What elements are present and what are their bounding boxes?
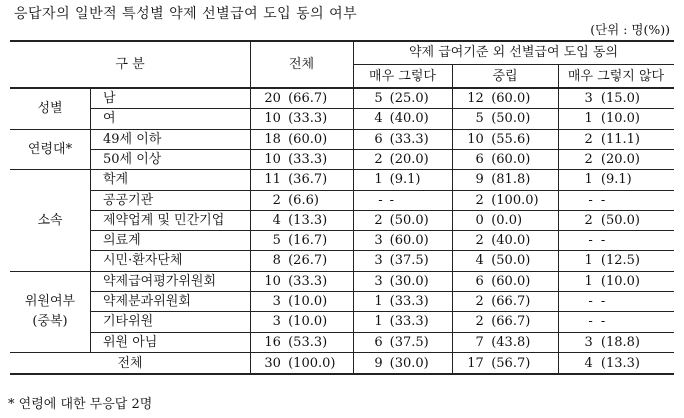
neutral-count: 17	[467, 355, 484, 371]
agree-percent: -	[389, 192, 395, 208]
table-title: 응답자의 일반적 특성별 약제 선별급여 도입 동의 여부	[14, 6, 358, 22]
header-col-agree: 매우 그렇다	[369, 69, 436, 84]
neutral-percent: (100.0)	[491, 192, 539, 208]
total-percent: (10.0)	[288, 314, 328, 330]
total-percent: (13.3)	[288, 212, 328, 228]
row-label: 의료계	[103, 233, 141, 249]
disagree-count: -	[588, 294, 593, 309]
disagree-percent: -	[600, 233, 606, 249]
header-col-neutral: 중립	[492, 69, 518, 84]
agree-count: 1	[374, 314, 383, 330]
agree-count: 9	[374, 355, 383, 371]
row-label: 기타위원	[103, 314, 154, 330]
neutral-count: 7	[475, 334, 484, 350]
disagree-count: -	[588, 314, 593, 330]
agree-count: 1	[374, 294, 383, 309]
total-percent: (36.7)	[288, 172, 328, 188]
neutral-percent: (43.8)	[491, 334, 531, 350]
group-label: 성별	[37, 101, 63, 117]
neutral-count: 4	[475, 253, 484, 269]
neutral-count: 2	[475, 314, 484, 330]
row-label: 위원 아님	[103, 334, 158, 350]
disagree-count: 1	[584, 172, 593, 188]
disagree-count: 3	[584, 91, 593, 106]
total-row-label: 전체	[117, 355, 143, 371]
header-mid-rule	[353, 64, 674, 65]
total-count: 3	[272, 314, 281, 330]
header-bottom-rule	[10, 87, 674, 89]
total-count: 2	[272, 192, 281, 208]
total-percent: (33.3)	[288, 111, 328, 127]
agree-count: 6	[374, 334, 383, 350]
total-count: 30	[264, 355, 281, 371]
neutral-percent: (40.0)	[491, 233, 531, 249]
agree-percent: (40.0)	[389, 111, 429, 127]
total-count: 20	[264, 91, 281, 106]
disagree-percent: (10.0)	[600, 273, 640, 289]
disagree-count: 1	[584, 273, 593, 289]
group-rule	[10, 129, 674, 130]
disagree-count: -	[588, 192, 593, 208]
total-percent: (33.3)	[288, 273, 328, 289]
neutral-count: 0	[475, 212, 484, 228]
agree-percent: (33.3)	[389, 131, 429, 147]
total-count: 16	[264, 334, 281, 350]
disagree-count: 2	[584, 212, 593, 228]
total-count: 18	[264, 131, 281, 147]
group-rule	[10, 169, 674, 170]
disagree-count: 3	[584, 334, 593, 350]
row-rule	[90, 108, 674, 109]
agree-percent: (33.3)	[389, 314, 429, 330]
row-label: 제약업계 및 민간기업	[103, 212, 225, 228]
table-bottom-rule	[10, 373, 674, 375]
disagree-percent: -	[600, 314, 606, 330]
total-count: 10	[264, 273, 281, 289]
disagree-count: 1	[584, 111, 593, 127]
disagree-percent: (50.0)	[600, 212, 640, 228]
agree-count: 4	[374, 111, 383, 127]
disagree-percent: (10.0)	[600, 111, 640, 127]
row-label: 약제분과위원회	[103, 294, 191, 309]
agree-percent: (37.5)	[389, 334, 429, 350]
total-percent: (16.7)	[288, 233, 328, 249]
neutral-percent: (50.0)	[491, 253, 531, 269]
total-count: 10	[264, 151, 281, 167]
total-count: 5	[272, 233, 281, 249]
agree-count: 3	[374, 253, 383, 269]
agree-count: 2	[374, 151, 383, 167]
row-rule	[90, 190, 674, 191]
disagree-percent: (9.1)	[600, 172, 632, 188]
neutral-count: 2	[475, 233, 484, 249]
neutral-count: 6	[475, 273, 484, 289]
agree-percent: (30.0)	[389, 355, 429, 371]
row-label: 남	[103, 91, 116, 106]
header-col-disagree: 매우 그렇지 않다	[567, 69, 665, 84]
agree-percent: (20.0)	[389, 151, 429, 167]
neutral-percent: (81.8)	[491, 172, 531, 188]
disagree-count: 4	[584, 355, 593, 371]
row-rule	[90, 230, 674, 231]
neutral-count: 2	[475, 192, 484, 208]
agree-count: 2	[374, 212, 383, 228]
agree-percent: (50.0)	[389, 212, 429, 228]
agree-percent: (9.1)	[389, 172, 421, 188]
neutral-percent: (55.6)	[491, 131, 531, 147]
neutral-percent: (60.0)	[491, 151, 531, 167]
neutral-count: 5	[475, 111, 484, 127]
row-rule	[90, 332, 674, 333]
agree-count: 5	[374, 91, 383, 106]
disagree-percent: -	[600, 294, 606, 309]
total-count: 3	[272, 294, 281, 309]
header-total: 전체	[288, 57, 315, 72]
agree-count: -	[378, 192, 383, 208]
row-label: 학계	[103, 172, 129, 188]
total-percent: (33.3)	[288, 151, 328, 167]
disagree-percent: (15.0)	[600, 91, 640, 106]
agree-count: 6	[374, 131, 383, 147]
disagree-count: 1	[584, 253, 593, 269]
disagree-percent: (12.5)	[600, 253, 640, 269]
footnote: * 연령에 대한 무응답 2명	[8, 397, 153, 412]
neutral-count: 12	[467, 91, 484, 106]
total-percent: (60.0)	[288, 131, 328, 147]
agree-percent: (37.5)	[389, 253, 429, 269]
total-percent: (6.6)	[288, 192, 319, 208]
col-rule	[90, 88, 91, 352]
group-label: 연령대*	[27, 141, 73, 157]
agree-percent: (25.0)	[389, 91, 429, 106]
row-rule	[90, 250, 674, 251]
neutral-percent: (60.0)	[491, 273, 531, 289]
neutral-percent: (60.0)	[491, 91, 531, 106]
agree-percent: (60.0)	[389, 233, 429, 249]
row-label: 공공기관	[103, 192, 154, 208]
neutral-percent: (50.0)	[491, 111, 531, 127]
row-label: 여	[103, 111, 116, 127]
total-count: 8	[272, 253, 281, 269]
row-rule	[90, 149, 674, 150]
disagree-percent: (11.1)	[600, 131, 640, 147]
disagree-percent: (18.8)	[600, 334, 640, 350]
header-group: 약제 급여기준 외 선별급여 도입 동의	[408, 45, 619, 60]
header-category: 구 분	[115, 57, 145, 72]
total-count: 11	[264, 172, 281, 188]
data-table	[10, 40, 674, 390]
unit-label: (단위 : 명(%))	[590, 22, 670, 37]
neutral-count: 2	[475, 294, 484, 309]
group-label-note: (중복)	[32, 314, 68, 330]
total-percent: (66.7)	[288, 91, 328, 106]
total-count: 10	[264, 111, 281, 127]
disagree-count: 2	[584, 151, 593, 167]
neutral-percent: (66.7)	[491, 314, 531, 330]
row-label: 49세 이하	[103, 131, 162, 147]
disagree-percent: -	[600, 192, 606, 208]
total-percent: (53.3)	[288, 334, 328, 350]
neutral-percent: (56.7)	[491, 355, 531, 371]
total-percent: (10.0)	[288, 294, 328, 309]
row-label: 50세 이상	[103, 151, 162, 167]
neutral-percent: (0.0)	[491, 212, 523, 228]
row-label: 시민·환자단체	[103, 253, 183, 269]
agree-count: 3	[374, 233, 383, 249]
total-count: 4	[272, 212, 281, 228]
agree-percent: (33.3)	[389, 294, 429, 309]
disagree-count: 2	[584, 131, 593, 147]
neutral-percent: (66.7)	[491, 294, 531, 309]
row-rule	[90, 311, 674, 312]
table-top-rule	[10, 40, 674, 42]
group-label: 소속	[37, 212, 63, 228]
group-rule	[10, 271, 674, 272]
neutral-count: 9	[475, 172, 484, 188]
total-percent: (100.0)	[288, 355, 336, 371]
row-rule	[90, 210, 674, 211]
disagree-percent: (20.0)	[600, 151, 640, 167]
disagree-percent: (13.3)	[600, 355, 640, 371]
agree-count: 3	[374, 273, 383, 289]
agree-count: 1	[374, 172, 383, 188]
disagree-count: -	[588, 233, 593, 249]
agree-percent: (30.0)	[389, 273, 429, 289]
row-label: 약제급여평가위원회	[103, 273, 217, 289]
neutral-count: 6	[475, 151, 484, 167]
row-rule	[90, 291, 674, 292]
neutral-count: 10	[467, 131, 484, 147]
total-top-rule	[10, 352, 674, 353]
group-label: 위원여부	[24, 294, 76, 310]
total-percent: (26.7)	[288, 253, 328, 269]
